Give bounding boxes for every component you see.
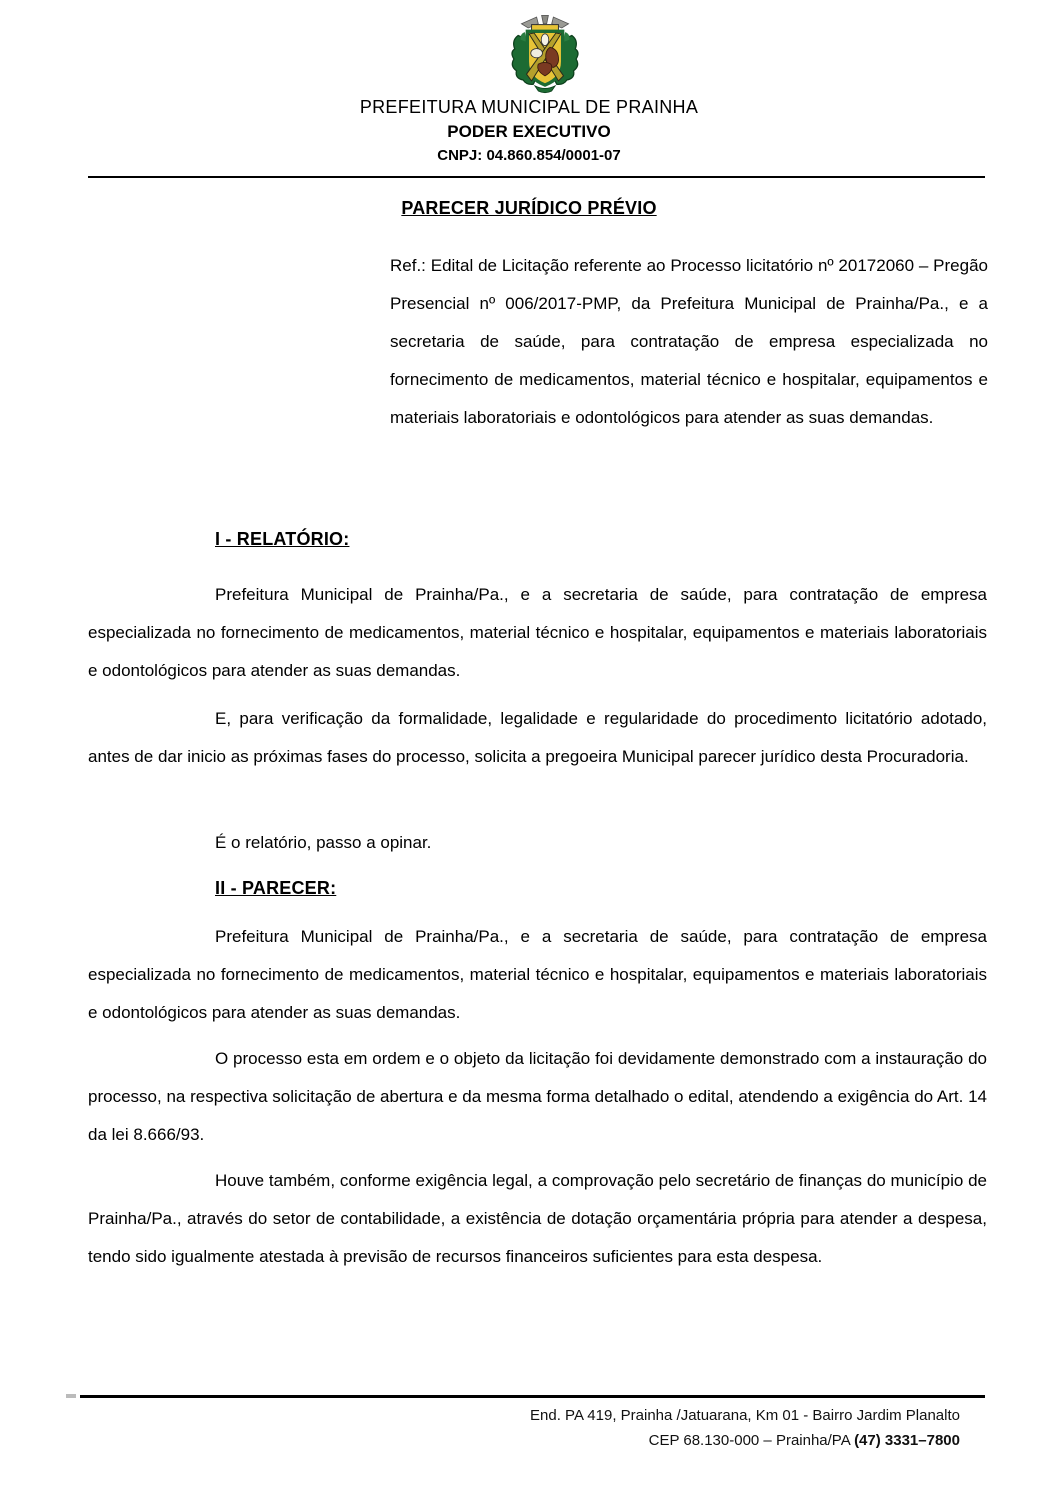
footer-phone: (47) 3331–7800 [854, 1432, 960, 1449]
footer-cep: CEP 68.130-000 – Prainha/PA [648, 1432, 855, 1449]
paragraph: Prefeitura Municipal de Prainha/Pa., e a secretaria de saúde, para contratação de empresa especializada no fornecimento de medicamentos, material técnico e hospitalar, equipamentos e materiais laboratoriais e odontológicos para atender as suas demandas. [88, 927, 987, 1022]
paragraph: Houve também, conforme exigência legal, a comprovação pelo secretário de finanças do município de Prainha/Pa., através do setor de contabilidade, a existência de dotação orçamentária própria para atender a despesa, tendo sido igualmente atestada à previsão de recursos financeiros suficientes para esta despesa. [88, 1171, 987, 1266]
section-heading-relatorio: I - RELATÓRIO: [215, 529, 350, 549]
footer-divider-tick [66, 1394, 76, 1398]
paragraph: É o relatório, passo a opinar. [215, 833, 432, 852]
cnpj-number: CNPJ: 04.860.854/0001-07 [437, 147, 621, 164]
footer-address-line2 [0, 1428, 960, 1453]
header-divider [88, 176, 985, 178]
document-title: PARECER JURÍDICO PRÉVIO [401, 198, 657, 218]
paragraph: O processo esta em ordem e o objeto da licitação foi devidamente demonstrado com a instauração do processo, na respectiva solicitação de abertura e da mesma forma detalhado o edital, atendendo a exigência do Art. 14 da lei 8.666/93. [88, 1049, 987, 1144]
coat-of-arms-logo [503, 12, 587, 96]
section-heading-parecer: II - PARECER: [215, 878, 337, 898]
branch-name: PODER EXECUTIVO [447, 122, 611, 141]
footer-divider [80, 1395, 985, 1398]
footer-address-line1: End. PA 419, Prainha /Jatuarana, Km 01 - Bairro Jardim Planalto [530, 1407, 960, 1424]
paragraph: Prefeitura Municipal de Prainha/Pa., e a secretaria de saúde, para contratação de empresa especializada no fornecimento de medicamentos, material técnico e hospitalar, equipamentos e materiais laboratoriais e odontológicos para atender as suas demandas. [88, 585, 987, 680]
footer-address [0, 1403, 960, 1453]
paragraph: E, para verificação da formalidade, legalidade e regularidade do procedimento licitatório adotado, antes de dar inicio as próximas fases do processo, solicita a pregoeira Municipal parecer jurídico desta Procuradoria. [88, 709, 987, 766]
reference-block: Ref.: Edital de Licitação referente ao Processo licitatório nº 20172060 – Pregão Presencial nº 006/2017-PMP, da Prefeitura Municipal de Prainha/Pa., e a secretaria de saúde, para contratação de empresa especializada no fornecimento de medicamentos, material técnico e hospitalar, equipamentos e materiais laboratoriais e odontológicos para atender as suas demandas. [390, 256, 988, 427]
organization-name: PREFEITURA MUNICIPAL DE PRAINHA [359, 97, 699, 117]
